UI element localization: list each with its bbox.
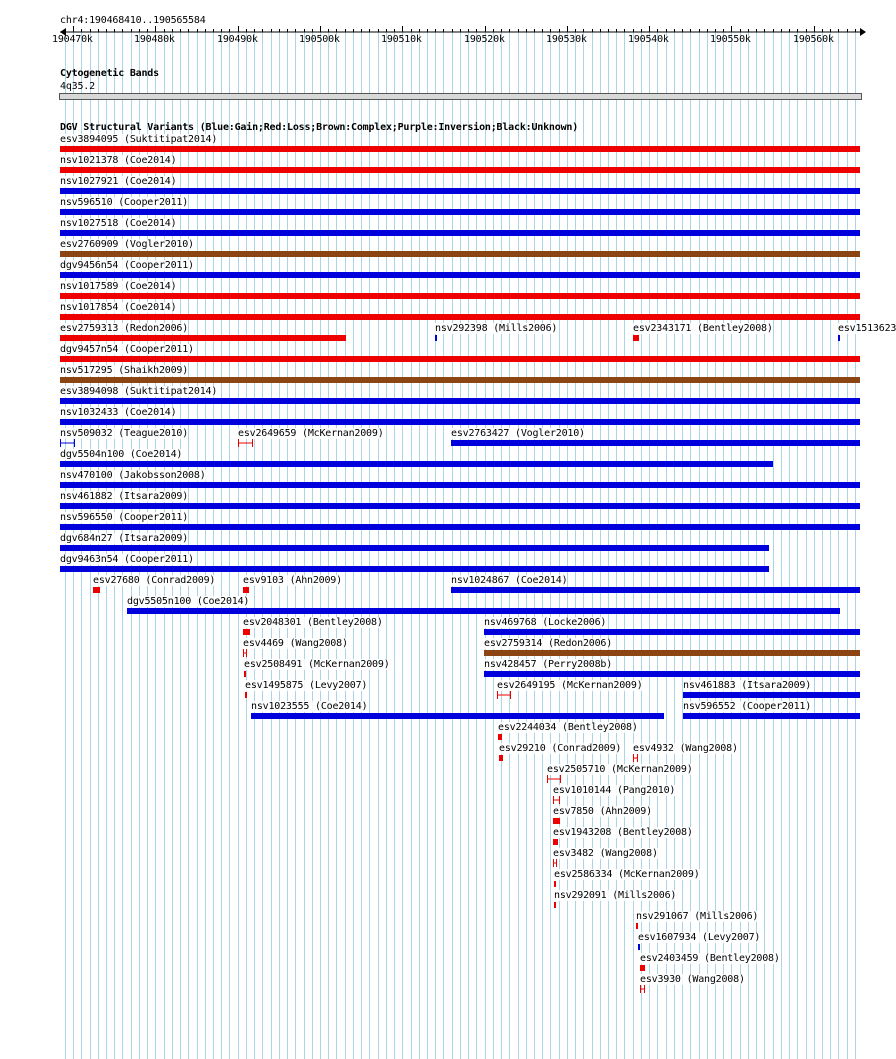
variant-label[interactable]: esv2649195 (McKernan2009): [497, 680, 643, 691]
variant-bar[interactable]: [60, 545, 769, 551]
variant-bar[interactable]: [633, 335, 639, 341]
ruler-tick-label: 190500k: [299, 34, 340, 45]
variant-label[interactable]: nsv1017589 (Coe2014): [60, 281, 177, 292]
variant-label[interactable]: esv7850 (Ahn2009): [553, 806, 652, 817]
variant-bar[interactable]: [60, 314, 860, 320]
variant-interval[interactable]: [633, 754, 640, 762]
variant-label[interactable]: esv3894095 (Suktitipat2014): [60, 134, 218, 145]
variant-label[interactable]: nsv509032 (Teague2010): [60, 428, 189, 439]
variant-bar[interactable]: [499, 755, 503, 761]
variant-label[interactable]: esv1010144 (Pang2010): [553, 785, 676, 796]
ruler-arrow-right: [860, 28, 866, 36]
variant-label[interactable]: nsv1024867 (Coe2014): [451, 575, 568, 586]
variant-bar[interactable]: [60, 419, 860, 425]
variant-interval[interactable]: [238, 439, 255, 447]
variant-label[interactable]: esv2586334 (McKernan2009): [554, 869, 700, 880]
variant-interval[interactable]: [553, 796, 562, 804]
variant-bar[interactable]: [60, 209, 860, 215]
variant-bar[interactable]: [60, 461, 773, 467]
variant-label[interactable]: nsv517295 (Shaikh2009): [60, 365, 189, 376]
variant-label[interactable]: nsv596550 (Cooper2011): [60, 512, 189, 523]
variant-label[interactable]: dgv9456n54 (Cooper2011): [60, 260, 194, 271]
variant-label[interactable]: nsv596552 (Cooper2011): [683, 701, 812, 712]
variant-bar[interactable]: [498, 734, 502, 740]
variant-bar[interactable]: [838, 335, 840, 341]
variant-bar[interactable]: [683, 692, 860, 698]
ruler-tick-label: 190560k: [793, 34, 834, 45]
variant-bar[interactable]: [451, 440, 860, 446]
variant-bar[interactable]: [60, 335, 346, 341]
variant-interval[interactable]: [497, 691, 513, 699]
variant-label[interactable]: esv3894098 (Suktitipat2014): [60, 386, 218, 397]
variant-bar[interactable]: [60, 566, 769, 572]
variant-bar[interactable]: [93, 587, 100, 593]
variant-bar[interactable]: [638, 944, 640, 950]
variant-label[interactable]: nsv1027921 (Coe2014): [60, 176, 177, 187]
variant-label[interactable]: esv4932 (Wang2008): [633, 743, 738, 754]
variant-label[interactable]: esv3930 (Wang2008): [640, 974, 745, 985]
variant-label[interactable]: nsv428457 (Perry2008b): [484, 659, 613, 670]
cytoband-track-title: Cytogenetic Bands: [60, 68, 159, 79]
variant-bar[interactable]: [244, 671, 246, 677]
variant-label[interactable]: esv3482 (Wang2008): [553, 848, 658, 859]
variant-label[interactable]: esv2244034 (Bentley2008): [498, 722, 638, 733]
variant-bar[interactable]: [60, 293, 860, 299]
variant-bar[interactable]: [243, 587, 249, 593]
ruler-tick-label: 190530k: [546, 34, 587, 45]
variant-label[interactable]: nsv596510 (Cooper2011): [60, 197, 189, 208]
variant-bar[interactable]: [243, 629, 250, 635]
variant-bar[interactable]: [245, 692, 247, 698]
variant-label[interactable]: nsv292398 (Mills2006): [435, 323, 558, 334]
ruler-tick-label: 190520k: [464, 34, 505, 45]
variant-bar[interactable]: [251, 713, 664, 719]
variant-label[interactable]: esv2343171 (Bentley2008): [633, 323, 773, 334]
variant-bar[interactable]: [60, 398, 860, 404]
variant-label[interactable]: dgv5505n100 (Coe2014): [127, 596, 250, 607]
variant-bar[interactable]: [484, 671, 860, 677]
variant-label[interactable]: esv27680 (Conrad2009): [93, 575, 216, 586]
variant-bar[interactable]: [451, 587, 860, 593]
cytoband-bar[interactable]: [59, 93, 862, 100]
ruler-tick-label: 190550k: [710, 34, 751, 45]
variant-label[interactable]: nsv470100 (Jakobsson2008): [60, 470, 206, 481]
ruler-tick-label: 190480k: [134, 34, 175, 45]
variant-bar[interactable]: [484, 650, 860, 656]
variant-interval[interactable]: [243, 649, 249, 657]
variant-bar[interactable]: [60, 251, 860, 257]
variant-label[interactable]: esv2048301 (Bentley2008): [243, 617, 383, 628]
variant-label[interactable]: nsv461882 (Itsara2009): [60, 491, 189, 502]
ruler-tick-label: 190540k: [628, 34, 669, 45]
variant-label[interactable]: nsv1021378 (Coe2014): [60, 155, 177, 166]
variant-bar[interactable]: [60, 167, 860, 173]
variant-bar[interactable]: [127, 608, 840, 614]
variant-interval[interactable]: [60, 439, 77, 447]
variant-label[interactable]: dgv5504n100 (Coe2014): [60, 449, 183, 460]
variant-bar[interactable]: [435, 335, 437, 341]
variant-label[interactable]: dgv9457n54 (Cooper2011): [60, 344, 194, 355]
ruler-tick-label: 190510k: [381, 34, 422, 45]
variant-label[interactable]: esv1607934 (Levy2007): [638, 932, 761, 943]
ruler-tick-label: 190470k: [52, 34, 93, 45]
variant-bar[interactable]: [60, 524, 860, 530]
variant-label[interactable]: nsv291067 (Mills2006): [636, 911, 759, 922]
variant-bar[interactable]: [484, 629, 860, 635]
variant-label[interactable]: nsv292091 (Mills2006): [554, 890, 677, 901]
variant-label[interactable]: esv2505710 (McKernan2009): [547, 764, 693, 775]
location-label: chr4:190468410..190565584: [60, 15, 206, 26]
variant-label[interactable]: esv2508491 (McKernan2009): [244, 659, 390, 670]
variant-label[interactable]: esv1943208 (Bentley2008): [553, 827, 693, 838]
variant-label[interactable]: esv2759313 (Redon2006): [60, 323, 189, 334]
variant-label[interactable]: nsv1023555 (Coe2014): [251, 701, 368, 712]
cytoband-label: 4q35.2: [60, 81, 95, 92]
variant-bar[interactable]: [60, 146, 860, 152]
variant-bar[interactable]: [683, 713, 860, 719]
variant-label[interactable]: esv2760909 (Vogler2010): [60, 239, 194, 250]
variant-bar[interactable]: [640, 965, 645, 971]
variant-bar[interactable]: [60, 377, 860, 383]
variant-label[interactable]: esv2403459 (Bentley2008): [640, 953, 780, 964]
variant-bar[interactable]: [60, 356, 860, 362]
ruler-tick-label: 190490k: [217, 34, 258, 45]
variant-bar[interactable]: [554, 881, 556, 887]
variant-label[interactable]: nsv1027518 (Coe2014): [60, 218, 177, 229]
variant-label[interactable]: esv29210 (Conrad2009): [499, 743, 622, 754]
variant-label[interactable]: dgv684n27 (Itsara2009): [60, 533, 189, 544]
variant-bar[interactable]: [60, 230, 860, 236]
variant-label[interactable]: nsv1032433 (Coe2014): [60, 407, 177, 418]
variant-interval[interactable]: [640, 985, 647, 993]
variant-interval[interactable]: [553, 859, 559, 867]
variant-bar[interactable]: [60, 503, 860, 509]
variant-bar[interactable]: [553, 818, 560, 824]
variant-label[interactable]: dgv9463n54 (Cooper2011): [60, 554, 194, 565]
variant-label[interactable]: esv2649659 (McKernan2009): [238, 428, 384, 439]
variant-label[interactable]: esv9103 (Ahn2009): [243, 575, 342, 586]
variant-bar[interactable]: [60, 272, 860, 278]
variant-label[interactable]: nsv461883 (Itsara2009): [683, 680, 812, 691]
variant-bar[interactable]: [553, 839, 558, 845]
dgv-track-title: DGV Structural Variants (Blue:Gain;Red:Loss;Brown:Complex;Purple:Inversion;Black:Unknown): [60, 122, 579, 133]
variant-bar[interactable]: [60, 188, 860, 194]
variant-label[interactable]: nsv469768 (Locke2006): [484, 617, 607, 628]
variant-bar[interactable]: [636, 923, 638, 929]
variant-label[interactable]: esv2763427 (Vogler2010): [451, 428, 585, 439]
variant-label[interactable]: esv2759314 (Redon2006): [484, 638, 613, 649]
variant-label[interactable]: esv4469 (Wang2008): [243, 638, 348, 649]
variant-label[interactable]: esv1513623: [838, 323, 896, 334]
variant-label[interactable]: nsv1017854 (Coe2014): [60, 302, 177, 313]
variant-label[interactable]: esv1495875 (Levy2007): [245, 680, 368, 691]
variant-interval[interactable]: [547, 775, 563, 783]
variant-bar[interactable]: [554, 902, 556, 908]
variant-bar[interactable]: [60, 482, 860, 488]
